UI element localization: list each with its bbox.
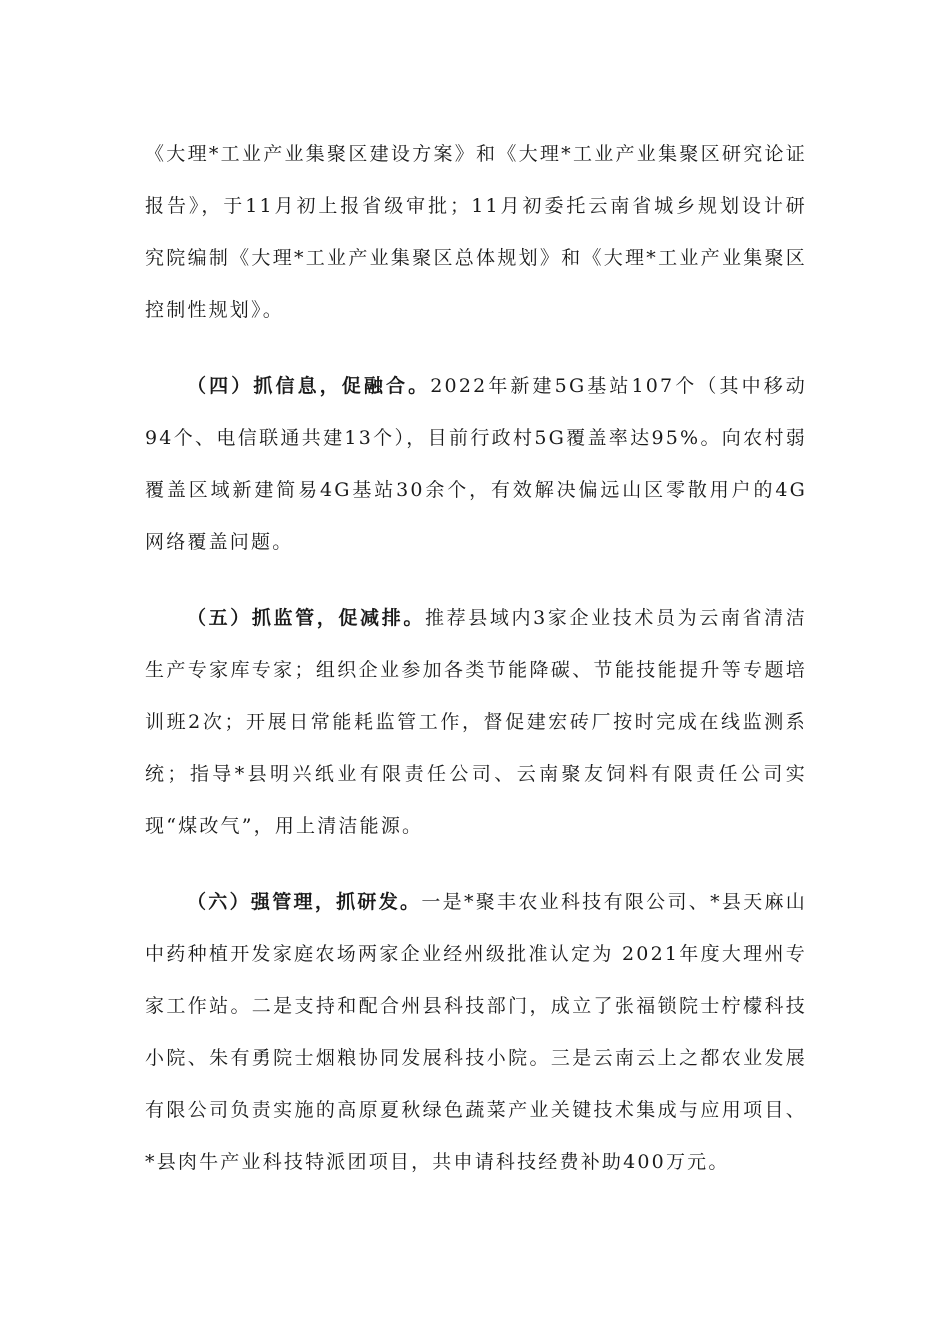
section-heading: （四）抓信息，促融合。: [187, 375, 431, 397]
paragraph-section-5: [145, 592, 807, 852]
paragraph-section-6: [145, 876, 807, 1188]
paragraph-body: 一是*聚丰农业科技有限公司、*县天麻山中药种植开发家庭农场两家企业经州级批准认定为 2021年度大理州专家工作站。二是支持和配合州县科技部门，成立了张福锁院士柠檬科技小院、朱有勇院士烟粮协同发展科技小院。三是云南云上之都农业发展有限公司负责实施的高原夏秋绿色蔬菜产业关键技术集成与应用项目、*县肉牛产业科技特派团项目，共申请科技经费补助400万元。: [145, 891, 807, 1173]
paragraph-body: 2022年新建5G基站107个（其中移动94个、电信联通共建13个），目前行政村5G覆盖率达95%。向农村弱覆盖区域新建简易4G基站30余个，有效解决偏远山区零散用户的4G网络覆盖问题。: [145, 375, 808, 553]
section-heading: （六）强管理，抓研发。: [187, 891, 422, 913]
document-page: [145, 128, 807, 1212]
paragraph-body: 《大理*工业产业集聚区建设方案》和《大理*工业产业集聚区研究论证报告》，于11月初上报省级审批；11月初委托云南省城乡规划设计研究院编制《大理*工业产业集聚区总体规划》和《大理*工业产业集聚区控制性规划》。: [145, 143, 807, 321]
paragraph-continuation: [145, 128, 807, 336]
paragraph-body: 推荐县域内3家企业技术员为云南省清洁生产专家库专家；组织企业参加各类节能降碳、节能技能提升等专题培训班2次；开展日常能耗监管工作，督促建宏砖厂按时完成在线监测系统；指导*县明兴纸业有限责任公司、云南聚友饲料有限责任公司实现“煤改气”，用上清洁能源。: [145, 607, 807, 837]
paragraph-section-4: [145, 360, 807, 568]
section-heading: （五）抓监管，促减排。: [187, 607, 425, 629]
